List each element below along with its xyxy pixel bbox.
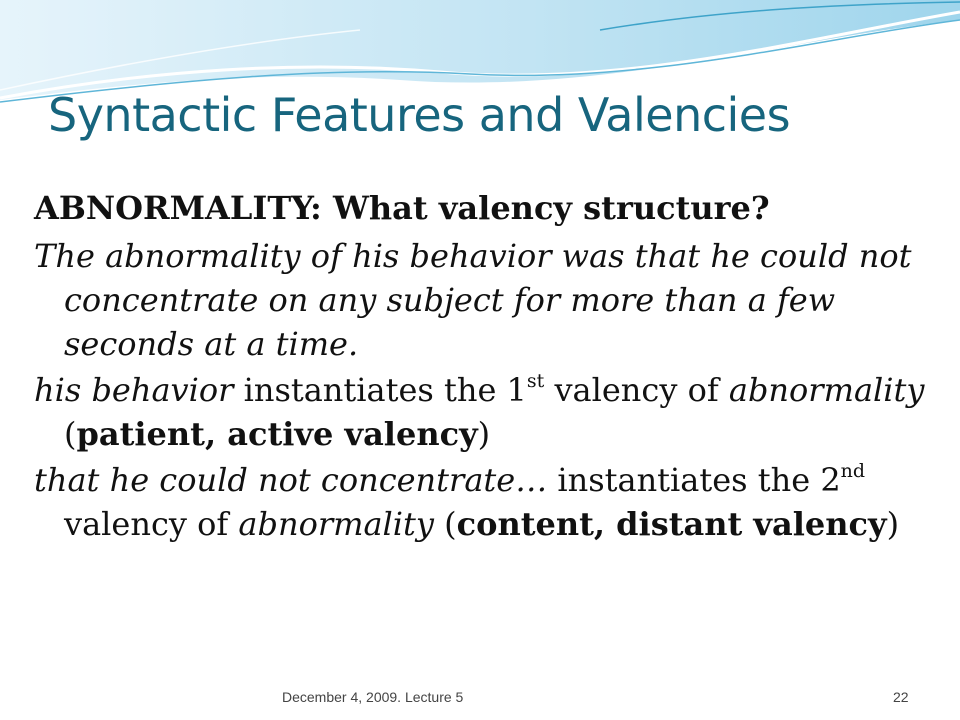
point2-text-b: valency of [64, 505, 239, 543]
point1-paren-close: ) [477, 415, 491, 453]
point2-ordinal: nd [840, 460, 866, 482]
point1-paren-open: ( [64, 415, 77, 453]
slide-body [34, 186, 934, 548]
point1-text-a: instantiates the 1 [233, 371, 527, 409]
point2-paren-open: ( [433, 505, 457, 543]
valency-point-1 [34, 368, 934, 456]
footer-page-number: 22 [893, 689, 909, 705]
point2-role: content, distant valency [456, 505, 887, 543]
point2-paren-close: ) [886, 505, 900, 543]
example-sentence [34, 234, 934, 366]
point2-subject: that he could not concentrate… [34, 461, 548, 499]
point1-ordinal: st [526, 370, 545, 392]
example-sentence-text: The abnormality of his behavior was that he could not concentrate on any subject for more than a few seconds at a time. [34, 237, 912, 363]
point1-text-b: valency of [544, 371, 729, 409]
footer-date-lecture: December 4, 2009. Lecture 5 [282, 689, 464, 705]
point2-term: abnormality [238, 505, 434, 543]
point2-text-a: instantiates the 2 [547, 461, 841, 499]
question-heading: ABNORMALITY: What valency structure? [34, 189, 770, 227]
slide-title: Syntactic Features and Valencies [48, 88, 791, 142]
point1-subject: his behavior [34, 371, 234, 409]
valency-point-2 [34, 458, 934, 546]
point1-term: abnormality [728, 371, 925, 409]
point1-role: patient, active valency [76, 415, 478, 453]
